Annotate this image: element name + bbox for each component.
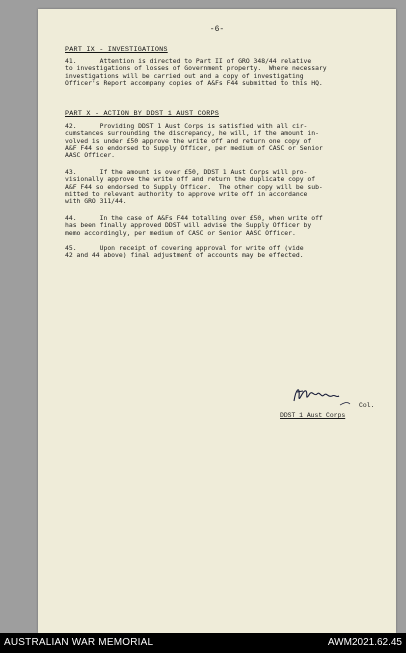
- page-number: -6-: [209, 25, 225, 34]
- paragraph-45: 45. Upon receipt of covering approval for write off (vide 42 and 44 above) final adjustment of accounts may be effected.: [65, 244, 304, 260]
- section-x-heading: PART X - ACTION BY DDST 1 AUST CORPS: [65, 110, 220, 118]
- institution-label: AUSTRALIAN WAR MEMORIAL: [4, 637, 154, 648]
- handwritten-signature: [290, 383, 360, 407]
- paragraph-41: 41. Attention is directed to Part II of GRO 348/44 relative to investigations of losses of Government property. Where necessary investigations will be carried out and a copy of investigating Officer's Report accompany copies of A&Fs F44 submitted to this HQ.: [65, 57, 327, 87]
- signature-rank: Col.: [359, 402, 375, 409]
- paragraph-42: 42. Providing DDST 1 Aust Corps is satisfied with all cir- cumstances surrounding the discrepancy, he will, if the amount in- volved is under £50 approve the write off and return one copy of A&F F44 so endorsed to Supply Officer, per medium of CASC or Senior AASC Officer.: [65, 122, 323, 160]
- paragraph-43: 43. If the amount is over £50, DDST 1 Aust Corps will pro- visionally approve the write off and return the duplicate copy of A&F F44 so endorsed to Supply Officer. The other copy will be sub- mitted to relevant authority to approve write off in accordance with GRO 311/44.: [65, 168, 323, 206]
- paragraph-44: 44. In the case of A&Fs F44 totalling over £50, when write off has been finally approved DDST will advise the Supply Officer by memo accordingly, per medium of CASC or Senior AASC Officer.: [65, 214, 323, 237]
- signature-title: DDST 1 Aust Corps: [280, 412, 346, 419]
- accession-number: AWM2021.62.45: [327, 637, 402, 648]
- document-page: [38, 9, 396, 633]
- footer-bar: [0, 633, 406, 653]
- section-ix-heading: PART IX - INVESTIGATIONS: [65, 46, 168, 54]
